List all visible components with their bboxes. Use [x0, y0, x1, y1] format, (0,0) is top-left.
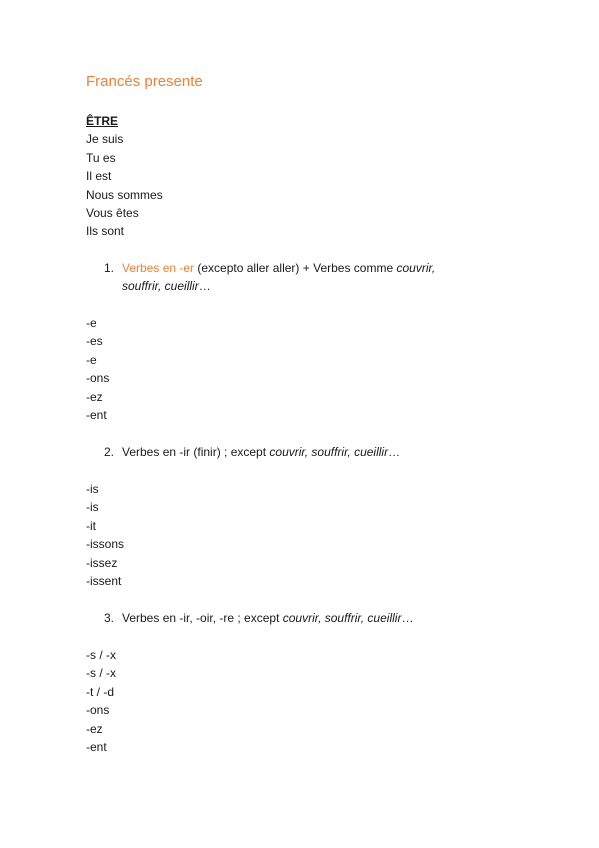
etre-line: Il est: [86, 169, 112, 184]
etre-line: Vous êtes: [86, 206, 139, 221]
section-1-heading: [104, 259, 504, 296]
document-title: Francés presente: [86, 73, 203, 90]
ending-line: -ent: [86, 408, 107, 423]
etre-line: Ils sont: [86, 224, 125, 239]
section-3-italic: couvrir, souffrir, cueillir: [282, 611, 402, 625]
ending-line: -ons: [86, 371, 110, 386]
section-3-heading: [104, 609, 504, 627]
ending-line: -e: [86, 316, 97, 330]
ending-line: -ez: [86, 389, 103, 404]
etre-line: Nous sommes: [86, 187, 163, 202]
section-1-italic-2: souffrir, cueillir: [122, 279, 199, 294]
section-2-italic: couvrir, souffrir, cueillir: [269, 445, 389, 459]
section-1-number: 1.: [104, 261, 115, 275]
section-3-number: 3.: [104, 611, 115, 625]
ending-line: -it: [86, 518, 96, 533]
section-3-ellipsis: …: [401, 611, 414, 625]
section-2-ellipsis: …: [388, 445, 401, 459]
ending-line: -s / -x: [86, 666, 116, 681]
etre-heading: ÊTRE: [86, 114, 119, 128]
section-2-heading: [104, 443, 504, 461]
section-3-endings: [86, 646, 116, 756]
ending-line: -t / -d: [86, 684, 115, 699]
section-2-text: Verbes en -ir (finir) ; except: [122, 445, 270, 459]
section-1-italic: couvrir,: [396, 261, 436, 275]
ending-line: -ons: [86, 703, 110, 718]
section-2-endings: [86, 480, 124, 590]
ending-line: -e: [86, 352, 97, 367]
section-1-text: (excepto aller aller) + Verbes comme: [194, 261, 397, 275]
ending-line: -es: [86, 334, 103, 349]
ending-line: -s / -x: [86, 648, 116, 662]
section-1-orange-text: Verbes en -er: [122, 261, 195, 275]
etre-conjugation: [86, 112, 163, 241]
section-2-number: 2.: [104, 445, 115, 459]
ending-line: -is: [86, 500, 99, 515]
ending-line: -issez: [86, 555, 118, 570]
ending-line: -issons: [86, 537, 125, 552]
ending-line: -is: [86, 482, 99, 496]
ending-line: -ez: [86, 721, 103, 736]
etre-line: Je suis: [86, 132, 124, 147]
etre-line: Tu es: [86, 150, 116, 165]
ending-line: -issent: [86, 574, 122, 589]
section-1-ellipsis: …: [198, 279, 211, 294]
section-3-text: Verbes en -ir, -oir, -re ; except: [122, 611, 283, 625]
section-1-endings: [86, 314, 109, 424]
ending-line: -ent: [86, 740, 107, 755]
